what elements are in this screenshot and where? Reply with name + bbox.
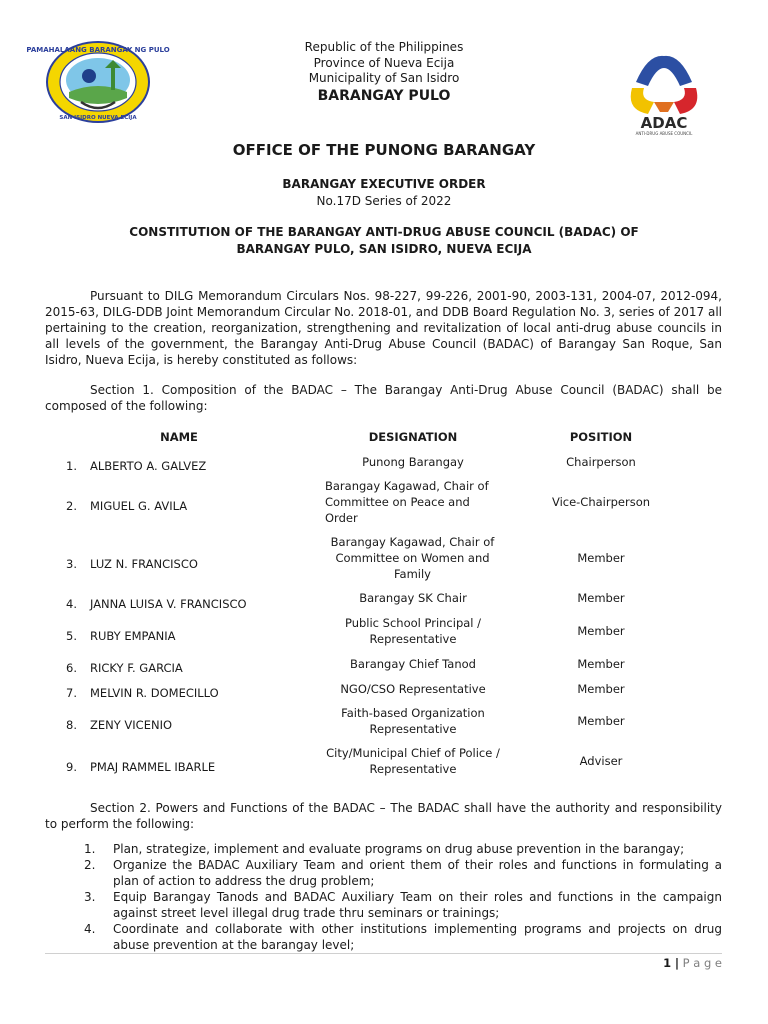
order-subject [0,224,768,258]
row-number: 4. [66,597,77,611]
row-number: 7. [66,686,77,700]
member-name: JANNA LUISA V. FRANCISCO [90,597,247,611]
svg-text:SAN ISIDRO NUEVA ECIJA: SAN ISIDRO NUEVA ECIJA [59,115,137,121]
row-number: 5. [66,629,77,643]
page-separator: | [674,956,680,970]
municipality-line: Municipality of San Isidro [308,71,460,85]
table-header-designation: DESIGNATION [368,430,458,444]
function-item: Equip Barangay Tanods and BADAC Auxiliary Team on their roles and functions in the campaign against street level illegal drug trade thru seminars or trainings; [113,890,722,920]
section-2-paragraph: Section 2. Powers and Functions of the BADAC – The BADAC shall have the authority and responsibility to perform the following: [45,801,722,831]
order-title: BARANGAY EXECUTIVE ORDER [282,177,486,191]
member-position: Member [577,624,625,638]
list-number: 2. [84,858,96,872]
page-number: 1 [663,956,672,970]
member-position: Member [577,591,625,605]
row-number: 2. [66,499,77,513]
preamble-paragraph: Pursuant to DILG Memorandum Circulars Nos. 98-227, 99-226, 2001-90, 2003-131, 2004-07, 2012-094, 2015-63, DILG-DDB Joint Memorandum Circular No. 2018-01, and DDB Board Regulation No. 3, series of 2017 all pertaining to the creation, reorganization, strengthening and revitalization of local anti-drug abuse councils in all levels of the government, the Barangay Anti-Drug Abuse Council (BADAC) of Barangay San Roque, San Isidro, Nueva Ecija, is hereby constituted as follows: [45,289,722,367]
list-number: 4. [84,922,96,936]
member-position: Member [577,714,625,728]
svg-text:ANTI-DRUG ABUSE COUNCIL: ANTI-DRUG ABUSE COUNCIL [635,131,693,136]
member-designation: Public School Principal / Representative [344,616,482,646]
svg-text:PAMAHALAANG BARANGAY NG PULO: PAMAHALAANG BARANGAY NG PULO [26,46,170,54]
function-item: Coordinate and collaborate with other institutions implementing programs and projects on drug abuse prevention at the barangay level; [113,922,722,952]
row-number: 3. [66,557,77,571]
row-number: 6. [66,661,77,675]
order-number: No.17D Series of 2022 [316,194,452,208]
page-label: P a g e [682,956,722,970]
svg-text:ADAC: ADAC [640,114,688,132]
letterhead [234,40,534,106]
list-number: 1. [84,842,96,856]
office-title: OFFICE OF THE PUNONG BARANGAY [232,141,536,159]
republic-line: Republic of the Philippines [304,40,464,54]
member-designation: Barangay Kagawad, Chair of Committee on Women and Family [330,535,495,581]
member-name: ZENY VICENIO [90,718,173,732]
barangay-name: BARANGAY PULO [317,87,451,104]
member-designation: Barangay SK Chair [359,591,467,605]
barangay-seal-logo [26,40,170,124]
province-line: Province of Nueva Ecija [313,55,455,70]
member-designation: City/Municipal Chief of Police / Representative [326,746,500,776]
function-item: Plan, strategize, implement and evaluate programs on drug abuse prevention in the barangay; [113,842,685,856]
member-designation: Barangay Kagawad, Chair of Committee on Peace and Order [325,479,489,525]
table-header-name: NAME [160,430,198,444]
footer-divider [45,953,722,954]
row-number: 9. [66,760,77,774]
adac-logo [618,52,710,136]
page-footer [663,956,722,970]
subject-line-1: CONSTITUTION OF THE BARANGAY ANTI-DRUG ABUSE COUNCIL (BADAC) OF [129,225,639,239]
table-header-position: POSITION [569,430,633,444]
member-name: ALBERTO A. GALVEZ [90,459,207,473]
row-number: 8. [66,718,77,732]
member-position: Chairperson [566,455,636,469]
subject-line-2: BARANGAY PULO, SAN ISIDRO, NUEVA ECIJA [236,242,532,256]
member-name: PMAJ RAMMEL IBARLE [90,760,216,774]
member-name: LUZ N. FRANCISCO [90,557,198,571]
function-item: Organize the BADAC Auxiliary Team and orient them of their roles and functions in formulating a plan of action to address the drug problem; [113,858,722,888]
member-position: Vice-Chairperson [551,495,651,509]
member-position: Member [577,551,625,565]
member-name: MIGUEL G. AVILA [90,499,188,513]
member-designation: NGO/CSO Representative [340,682,486,696]
member-name: MELVIN R. DOMECILLO [90,686,219,700]
section-1-paragraph: Section 1. Composition of the BADAC – The Barangay Anti-Drug Abuse Council (BADAC) shall be composed of the following: [45,383,722,413]
list-number: 3. [84,890,96,904]
member-designation: Faith-based Organization Representative [341,706,485,736]
member-position: Adviser [579,754,623,768]
member-name: RICKY F. GARCIA [90,661,183,675]
member-position: Member [577,657,625,671]
member-position: Member [577,682,625,696]
row-number: 1. [66,459,77,473]
member-designation: Barangay Chief Tanod [350,657,476,671]
member-designation: Punong Barangay [362,455,464,469]
member-name: RUBY EMPANIA [90,629,176,643]
